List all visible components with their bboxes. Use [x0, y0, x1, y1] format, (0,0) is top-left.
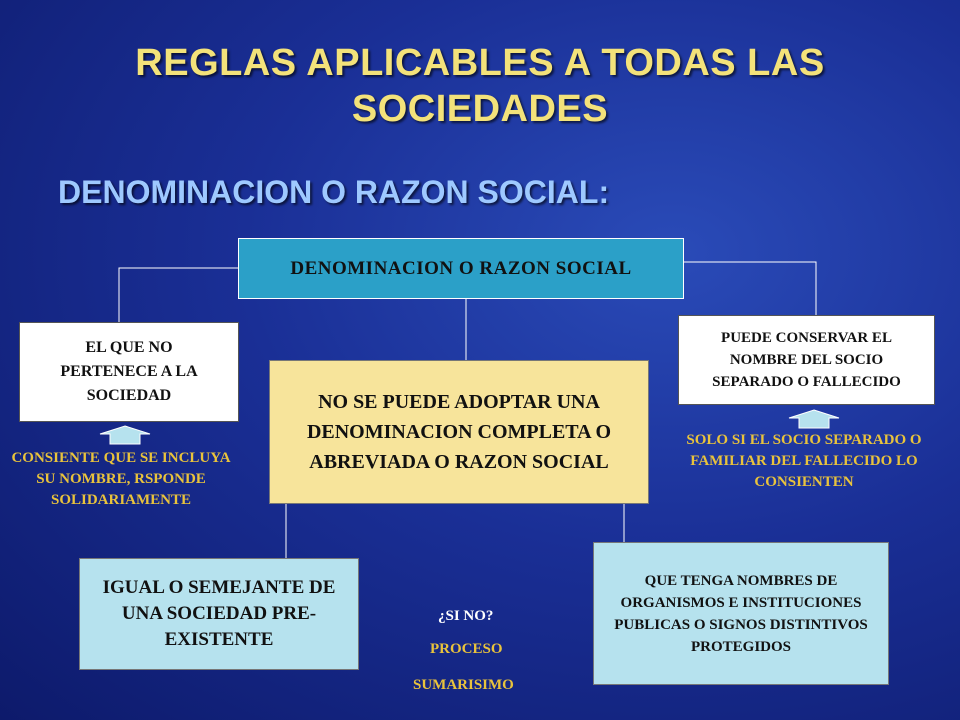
up-arrow-icon [787, 408, 841, 430]
slide-subtitle: DENOMINACION O RAZON SOCIAL: [58, 174, 610, 210]
note-proceso: PROCESO [430, 641, 503, 657]
node-el-que-no-pertenece: EL QUE NO PERTENECE A LA SOCIEDAD [19, 322, 239, 422]
up-arrow-icon [98, 424, 152, 446]
node-igual-o-semejante: IGUAL O SEMEJANTE DE UNA SOCIEDAD PRE-EXISTENTE [79, 558, 359, 670]
connector-top-right [684, 262, 816, 315]
node-nombres-organismos: QUE TENGA NOMBRES DE ORGANISMOS E INSTITUCIONES PUBLICAS O SIGNOS DISTINTIVOS PROTEGIDOS [593, 542, 889, 685]
note-solo-si: SOLO SI EL SOCIO SEPARADO O FAMILIAR DEL FALLECIDO LO CONSIENTEN [686, 432, 922, 490]
note-sumarisimo: SUMARISIMO [413, 677, 514, 693]
connector-top-left [119, 268, 238, 322]
node-denominacion: DENOMINACION O RAZON SOCIAL [238, 238, 684, 299]
node-puede-conservar: PUEDE CONSERVAR EL NOMBRE DEL SOCIO SEPARADO O FALLECIDO [678, 315, 935, 405]
note-si-no: ¿SI NO? [438, 608, 494, 624]
title-line-2: SOCIEDADES [351, 88, 609, 130]
note-consiente: CONSIENTE QUE SE INCLUYA SU NOMBRE, RSPONDE SOLIDARIAMENTE [11, 450, 231, 508]
title-line-1: REGLAS APLICABLES A TODAS LAS [135, 42, 825, 84]
node-no-se-puede-adoptar: NO SE PUEDE ADOPTAR UNA DENOMINACION COMPLETA O ABREVIADA O RAZON SOCIAL [269, 360, 649, 504]
